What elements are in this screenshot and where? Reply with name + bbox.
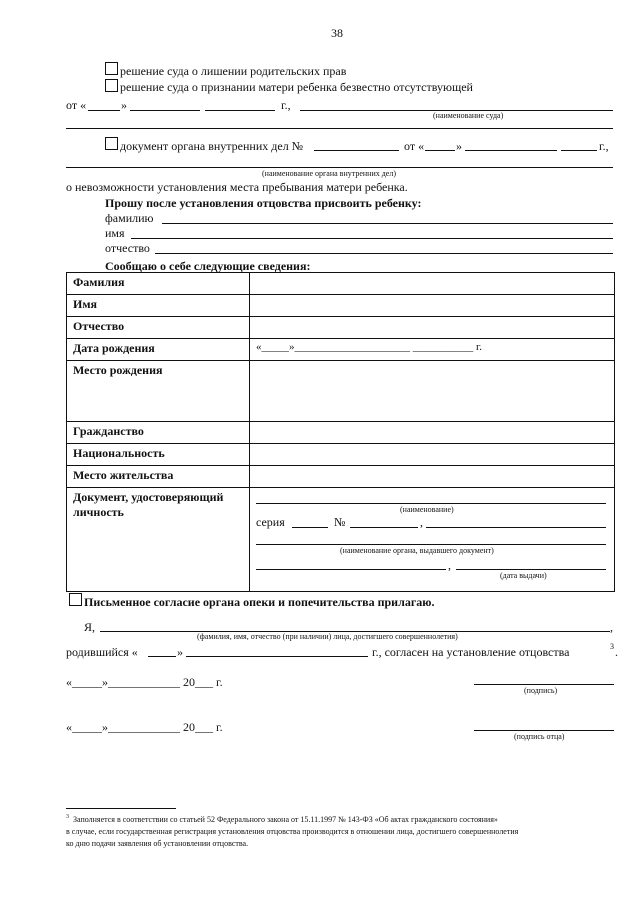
police-doc-checkbox[interactable] bbox=[105, 137, 118, 150]
court-date-mid: » bbox=[121, 98, 127, 112]
patronymic-label: Отчество bbox=[67, 317, 250, 339]
birth-date-label: Дата рождения bbox=[67, 339, 250, 361]
nationality-label: Национальность bbox=[67, 444, 250, 466]
id-doc-series-field[interactable] bbox=[292, 527, 328, 528]
name-field[interactable] bbox=[250, 295, 615, 317]
table-row bbox=[67, 295, 615, 317]
id-doc-issuer-field[interactable] bbox=[426, 527, 606, 528]
police-doc-date-prefix: от « bbox=[404, 139, 425, 153]
born-tail-period: . bbox=[615, 645, 618, 659]
citizenship-field[interactable] bbox=[250, 422, 615, 444]
id-doc-name-caption: (наименование) bbox=[400, 505, 454, 514]
born-tail: г., согласен на установление отцовства bbox=[372, 645, 570, 659]
child-surname-field[interactable] bbox=[162, 223, 613, 224]
about-heading: Сообщаю о себе следующие сведения: bbox=[105, 259, 311, 273]
id-doc-comma: , bbox=[420, 515, 423, 529]
child-name-label: имя bbox=[105, 226, 125, 240]
nationality-field[interactable] bbox=[250, 444, 615, 466]
court-missing-checkbox[interactable] bbox=[105, 79, 118, 92]
police-organ-caption: (наименование органа внутренних дел) bbox=[262, 169, 396, 178]
born-label: родившийся « bbox=[66, 645, 138, 659]
police-doc-date-year: г., bbox=[599, 139, 609, 153]
id-doc-comma-2: , bbox=[448, 558, 451, 572]
table-row bbox=[67, 466, 615, 488]
footnote-ref: 3 bbox=[610, 642, 614, 651]
page-number: 38 bbox=[331, 26, 343, 40]
born-mid: » bbox=[177, 645, 183, 659]
id-doc-issue-date-caption: (дата выдачи) bbox=[500, 571, 547, 580]
signature-2-caption: (подпись отца) bbox=[514, 732, 565, 741]
born-day-field[interactable] bbox=[148, 656, 176, 657]
signature-1-field[interactable] bbox=[474, 684, 614, 685]
police-doc-day-field[interactable] bbox=[425, 150, 455, 151]
table-row bbox=[67, 444, 615, 466]
id-doc-issuer-field-3[interactable] bbox=[256, 569, 446, 570]
citizenship-label: Гражданство bbox=[67, 422, 250, 444]
police-doc-month-field[interactable] bbox=[465, 150, 557, 151]
court-month-field[interactable] bbox=[130, 110, 200, 111]
residence-field[interactable] bbox=[250, 466, 615, 488]
fio-comma: , bbox=[610, 620, 613, 634]
court-day-field[interactable] bbox=[88, 110, 120, 111]
court-date-year: г., bbox=[281, 98, 291, 112]
born-month-year-field[interactable] bbox=[186, 656, 368, 657]
footnote-mark: 3 bbox=[66, 814, 69, 820]
patronymic-field[interactable] bbox=[250, 317, 615, 339]
table-row bbox=[67, 317, 615, 339]
court-missing-label: решение суда о признании матери ребенка безвестно отсутствующей bbox=[120, 80, 473, 94]
court-deprivation-label: решение суда о лишении родительских прав bbox=[120, 64, 347, 78]
police-doc-tail: о невозможности установления места пребывания матери ребенка. bbox=[66, 180, 408, 194]
birth-place-field[interactable] bbox=[250, 361, 615, 422]
footnote-line-1: Заполняется в соответствии со статьей 52 Федерального закона от 15.11.1997 № 143-ФЗ «Об актах гражданского состояния» bbox=[73, 815, 498, 824]
court-name-caption: (наименование суда) bbox=[433, 111, 504, 120]
fio-caption: (фамилия, имя, отчество (при наличии) лица, достигшего совершеннолетия) bbox=[197, 632, 458, 641]
signature-2-field[interactable] bbox=[474, 730, 614, 731]
child-patronymic-field[interactable] bbox=[155, 253, 613, 254]
police-doc-label: документ органа внутренних дел № bbox=[120, 139, 304, 153]
id-doc-series-label: серия bbox=[256, 515, 285, 529]
ya-label: Я, bbox=[84, 620, 96, 634]
date-2[interactable]: «_____»____________ 20___ г. bbox=[66, 720, 223, 734]
police-doc-number-field[interactable] bbox=[314, 150, 399, 151]
police-organ-field[interactable] bbox=[66, 167, 613, 168]
police-doc-date-mid: » bbox=[456, 139, 462, 153]
police-doc-year-field[interactable] bbox=[561, 150, 597, 151]
footnote-divider bbox=[66, 808, 176, 809]
surname-field[interactable] bbox=[250, 273, 615, 295]
id-doc-number-field[interactable] bbox=[350, 527, 418, 528]
consent-checkbox[interactable] bbox=[69, 593, 82, 606]
surname-label: Фамилия bbox=[67, 273, 250, 295]
child-patronymic-label: отчество bbox=[105, 241, 150, 255]
name-label: Имя bbox=[67, 295, 250, 317]
child-name-field[interactable] bbox=[131, 238, 613, 239]
id-doc-issuer-caption: (наименование органа, выдавшего документ) bbox=[340, 546, 494, 555]
table-row bbox=[67, 273, 615, 295]
child-surname-label: фамилию bbox=[105, 211, 154, 225]
table-row bbox=[67, 361, 615, 422]
consent-label: Письменное согласие органа опеки и попечительства прилагаю. bbox=[84, 595, 435, 609]
id-doc-number-label: № bbox=[334, 515, 346, 529]
id-document-cell bbox=[250, 488, 615, 592]
id-doc-issuer-field-2[interactable] bbox=[256, 544, 606, 545]
footnote-line-3: ко дню подачи заявления об установлении отцовства. bbox=[66, 839, 249, 848]
residence-label: Место жительства bbox=[67, 466, 250, 488]
table-row bbox=[67, 339, 615, 361]
court-deprivation-checkbox[interactable] bbox=[105, 62, 118, 75]
birth-date-field[interactable]: «_____»_____________________ ___________ г. bbox=[250, 339, 615, 361]
table-row bbox=[67, 422, 615, 444]
id-doc-issue-date-field[interactable] bbox=[456, 569, 606, 570]
personal-info-table bbox=[66, 272, 615, 592]
court-year-field[interactable] bbox=[205, 110, 275, 111]
date-1[interactable]: «_____»____________ 20___ г. bbox=[66, 675, 223, 689]
court-name-field-2[interactable] bbox=[66, 128, 613, 129]
footnote-line-2: в случае, если государственная регистрация установления отцовства производится в отношении лица, достигшего совершеннолетия bbox=[66, 827, 519, 836]
id-doc-name-field[interactable] bbox=[256, 503, 606, 504]
signature-1-caption: (подпись) bbox=[524, 686, 558, 695]
court-date-prefix: от « bbox=[66, 98, 87, 112]
birth-place-label: Место рождения bbox=[67, 361, 250, 422]
table-row bbox=[67, 488, 615, 592]
id-document-label: Документ, удостоверяющий личность bbox=[67, 488, 250, 592]
request-heading: Прошу после установления отцовства присвоить ребенку: bbox=[105, 196, 422, 210]
